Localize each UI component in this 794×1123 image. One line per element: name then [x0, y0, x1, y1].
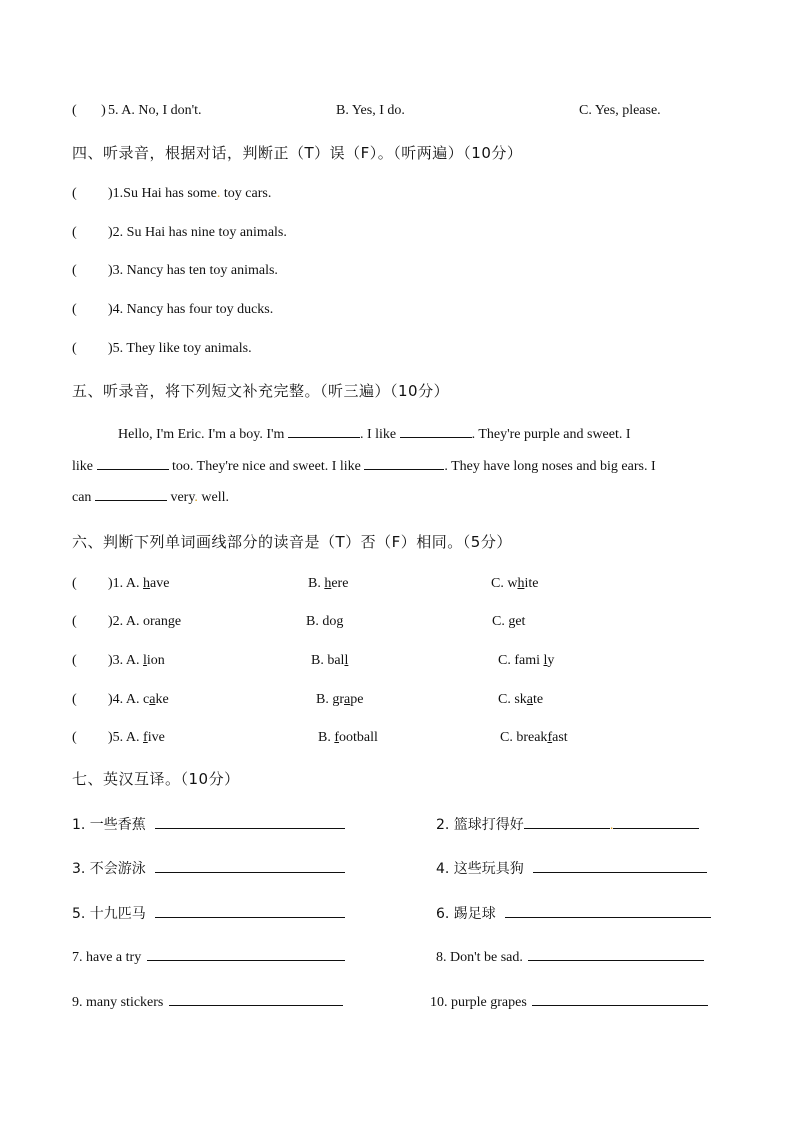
section4-heading: 四、听录音，根据对话，判断正（T）误（F）。（听两遍）（10分） [72, 144, 523, 162]
text: . [216, 186, 221, 201]
text: . They're purple and sweet. I [471, 427, 631, 442]
text: C. fami [498, 653, 544, 668]
question-number: 5. [108, 103, 119, 118]
text: well. [197, 490, 230, 505]
text: a [526, 692, 534, 707]
text: 5. 十九匹马 [72, 906, 146, 922]
text: ive [147, 730, 165, 745]
phonics-row-4 [72, 692, 722, 712]
text: 7. have a try [72, 950, 142, 965]
text: C. sk [498, 692, 527, 707]
question-row [72, 103, 722, 123]
answer-line[interactable] [533, 860, 707, 873]
text: A. [125, 730, 144, 745]
text: ave [150, 576, 170, 591]
text: )1. [108, 186, 124, 201]
text: 9. many stickers [72, 995, 164, 1010]
cloze-line-2 [72, 457, 722, 475]
text: f [143, 730, 148, 745]
cloze-blank-1[interactable] [288, 425, 360, 438]
text: a [149, 692, 156, 707]
text: B. [318, 730, 335, 745]
translation-item-8 [436, 948, 704, 966]
text: ion [146, 653, 165, 668]
text: toy cars. [220, 186, 272, 201]
translation-item-6 [436, 903, 711, 923]
answer-bracket[interactable]: ( [72, 186, 77, 201]
text: )4. [108, 302, 124, 317]
text: e [174, 614, 182, 629]
translation-item-4 [436, 858, 707, 878]
phonics-row-1 [72, 576, 722, 596]
text: g [167, 614, 175, 629]
text: ere [331, 576, 349, 591]
answer-line[interactable] [532, 993, 708, 1006]
option-b: B. Yes, I do. [336, 103, 405, 118]
answer-line[interactable] [155, 905, 345, 918]
text: . [194, 490, 198, 505]
section5-heading: 五、听录音，将下列短文补充完整。（听三遍）（10分） [72, 382, 450, 400]
option-a: A. No, I don't. [121, 103, 202, 118]
answer-line[interactable] [528, 948, 704, 961]
answer-line[interactable] [505, 905, 711, 918]
tf-item-2 [72, 225, 287, 241]
text: very [166, 490, 195, 505]
tf-item-4 [72, 302, 273, 318]
text: )4. [108, 692, 124, 707]
answer-bracket[interactable]: ( [72, 692, 77, 707]
answer-bracket[interactable]: ( [72, 263, 77, 278]
text: h [324, 576, 332, 591]
text: ootball [339, 730, 378, 745]
text: h [143, 576, 151, 591]
answer-bracket[interactable]: ( [72, 614, 77, 629]
cloze-blank-2[interactable] [400, 425, 472, 438]
translation-item-5 [72, 903, 345, 923]
text: )5. [108, 730, 124, 745]
text: 10. purple grapes [430, 995, 527, 1010]
text: l [143, 653, 147, 668]
answer-bracket[interactable]: ( [72, 730, 77, 745]
text: h [517, 576, 525, 591]
text: 4. 这些玩具狗 [436, 861, 524, 877]
text: C. [492, 614, 509, 629]
text: l [543, 653, 548, 668]
answer-line[interactable] [524, 816, 610, 829]
text: Hello, I'm Eric. I'm a boy. I'm [118, 427, 285, 442]
answer-line[interactable] [169, 993, 343, 1006]
text: 3. 不会游泳 [72, 861, 146, 877]
text: ast [552, 730, 568, 745]
answer-line[interactable] [155, 816, 345, 829]
answer-line[interactable] [147, 948, 345, 961]
answer-bracket[interactable]: ( [72, 341, 77, 356]
answer-bracket[interactable]: ( [72, 653, 77, 668]
text: . They have long noses and big ears. I [444, 459, 656, 474]
answer-bracket[interactable]: ( [72, 225, 77, 240]
text: A. oran [125, 614, 168, 629]
cloze-line-3 [72, 488, 722, 506]
text: )2. [108, 225, 124, 240]
text: too. They're nice and sweet. I like [168, 459, 361, 474]
tf-item-3 [72, 263, 278, 279]
text: f [547, 730, 553, 745]
text: te [533, 692, 544, 707]
text: A. [125, 576, 144, 591]
cloze-blank-4[interactable] [364, 457, 444, 470]
text: f [334, 730, 340, 745]
translation-item-9 [72, 993, 343, 1011]
answer-line[interactable] [613, 816, 699, 829]
answer-bracket[interactable]: ( [72, 302, 77, 317]
text: Nancy has four toy ducks. [123, 302, 274, 317]
text: )5. [108, 341, 124, 356]
text: l [344, 653, 349, 668]
answer-bracket[interactable]: ( [72, 576, 77, 591]
translation-item-3 [72, 858, 345, 878]
tf-item-1 [72, 186, 271, 202]
text: 1. 一些香蕉 [72, 817, 146, 833]
text: B. bal [311, 653, 345, 668]
text: C. w [491, 576, 518, 591]
phonics-row-3 [72, 653, 722, 673]
text: B. [308, 576, 325, 591]
text: et [515, 614, 526, 629]
text: Su Hai has some [123, 186, 217, 201]
text: can [72, 490, 92, 505]
text: g [508, 614, 516, 629]
text: A. c [125, 692, 150, 707]
text: A. [125, 653, 144, 668]
phonics-row-2 [72, 614, 722, 634]
translation-item-1 [72, 814, 345, 834]
text: a [344, 692, 351, 707]
text: 6. 踢足球 [436, 906, 496, 922]
translation-item-2 [436, 814, 699, 834]
section6-heading: 六、判断下列单词画线部分的读音是（T）否（F）相同。（5分） [72, 533, 512, 551]
translation-item-7 [72, 948, 345, 966]
tf-item-5 [72, 341, 252, 357]
cloze-line-1 [72, 425, 722, 443]
text: g [336, 614, 344, 629]
text: Su Hai has nine toy animals. [123, 225, 287, 240]
answer-bracket[interactable]: ( ) [72, 103, 106, 118]
text: )2. [108, 614, 124, 629]
text: )1. [108, 576, 124, 591]
answer-line[interactable] [155, 860, 345, 873]
text: . I like [359, 427, 397, 442]
text: y [547, 653, 555, 668]
text: Nancy has ten toy animals. [123, 263, 278, 278]
phonics-row-5 [72, 730, 722, 750]
text: C. break [500, 730, 548, 745]
text: They like toy animals. [123, 341, 252, 356]
section7-heading: 七、英汉互译。（10分） [72, 770, 240, 788]
text: 8. Don't be sad. [436, 950, 523, 965]
cloze-blank-5[interactable] [95, 488, 167, 501]
text: )3. [108, 653, 124, 668]
text: ke [155, 692, 169, 707]
text: ite [524, 576, 539, 591]
text: B. gr [316, 692, 344, 707]
text: pe [350, 692, 364, 707]
text: like [72, 459, 93, 474]
text: 2. 篮球打得好 [436, 817, 524, 833]
text: . [609, 818, 614, 833]
text: )3. [108, 263, 124, 278]
cloze-blank-3[interactable] [97, 457, 169, 470]
text: B. do [306, 614, 337, 629]
option-c: C. Yes, please. [579, 103, 661, 118]
translation-item-10 [430, 993, 708, 1011]
